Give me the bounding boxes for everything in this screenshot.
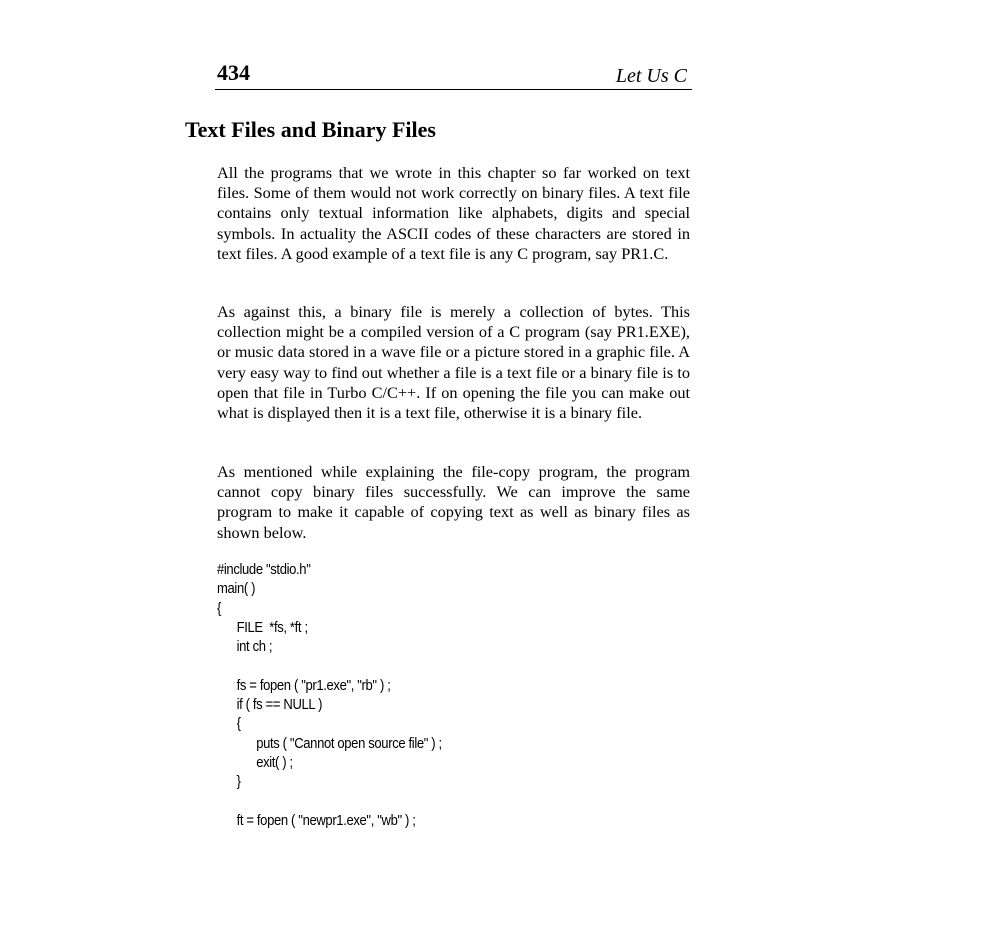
- code-line: exit( ) ;: [217, 754, 293, 771]
- page-number: 434: [217, 60, 250, 85]
- running-title: Let Us C: [615, 65, 687, 87]
- code-line: if ( fs == NULL ): [217, 697, 323, 714]
- code-line: [217, 793, 649, 812]
- paragraph-improved-program: As mentioned while explaining the file-copy program, the program cannot copy binary files successfully. We can improve the same program to make it capable of copying text as well as binary files as shown below.: [217, 462, 690, 542]
- code-line: fs = fopen ( "pr1.exe", "rb" ) ;: [217, 677, 391, 694]
- code-line: int ch ;: [217, 639, 273, 656]
- paragraph-text-files: All the programs that we wrote in this chapter so far worked on text files. Some of them would not work correctly on binary files. A text file contains only textual information like alphabets, digits and special symbols. In actuality the ASCII codes of these characters are stored in text files. A good example of a text file is any C program, say PR1.C.: [217, 163, 690, 263]
- code-listing: [217, 561, 649, 831]
- code-line: {: [217, 600, 222, 617]
- code-line: #include "stdio.h": [217, 562, 311, 578]
- paragraph-binary-files: As against this, a binary file is merely a collection of bytes. This collection might be a compiled version of a C program (say PR1.EXE), or music data stored in a wave file or a picture stored in a graphic file. A very easy way to find out whether a file is a text file or a binary file is to open that file in Turbo C/C++. If on opening the file you can make out what is displayed then it is a text file, otherwise it is a binary file.: [217, 302, 690, 423]
- code-line: FILE *fs, *ft ;: [217, 619, 308, 636]
- page-header: [215, 58, 692, 90]
- code-line: {: [217, 716, 241, 733]
- code-line: main( ): [217, 581, 256, 598]
- code-line: [217, 657, 649, 676]
- code-line: ft = fopen ( "newpr1.exe", "wb" ) ;: [217, 812, 416, 829]
- section-heading: Text Files and Binary Files: [185, 117, 436, 142]
- code-line: puts ( "Cannot open source file" ) ;: [217, 735, 442, 752]
- code-line: }: [217, 774, 241, 791]
